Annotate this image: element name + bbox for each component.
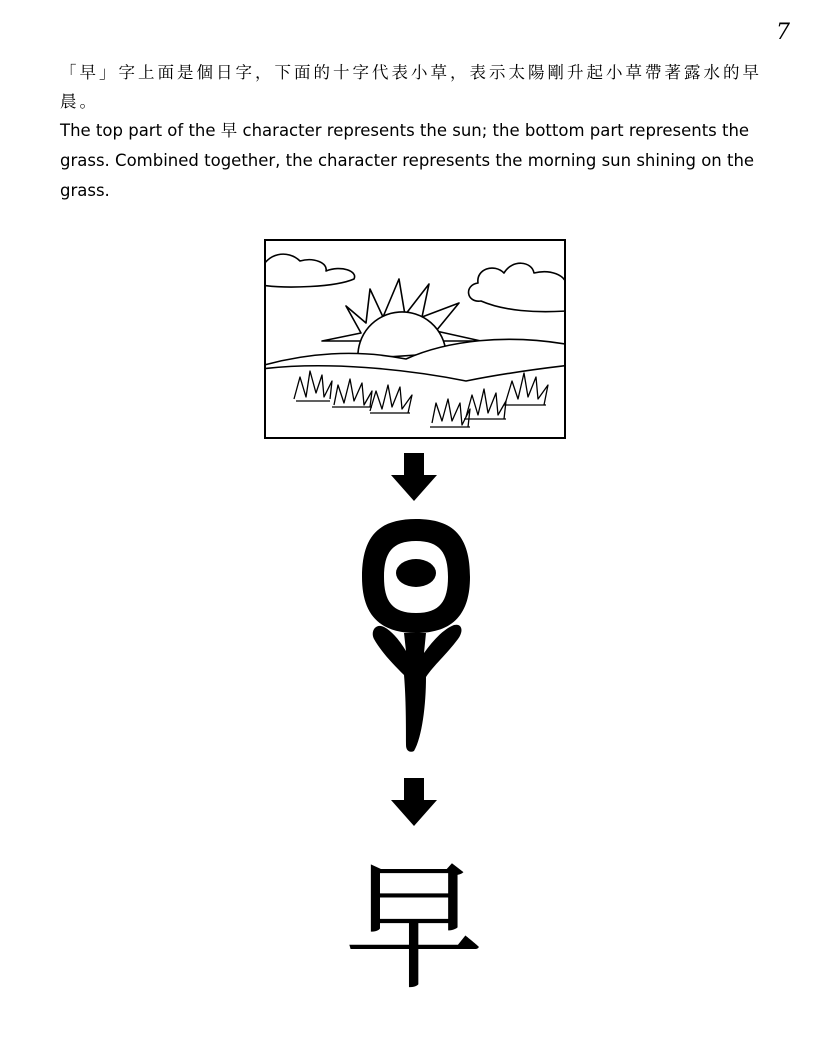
sunrise-scene	[264, 239, 566, 439]
page-number: 7	[776, 20, 790, 45]
english-description: The top part of the 早 character represents the sun; the bottom part represents the grass. Combined together, the character represents the morning sun shining on the grass.	[60, 121, 755, 200]
chinese-description: 「早」字上面是個日字，下面的十字代表小草，表示太陽剛升起小草帶著露水的早晨。	[60, 63, 762, 111]
down-arrow-icon	[391, 453, 437, 501]
description-text	[60, 58, 795, 206]
left-cloud	[266, 254, 355, 287]
down-arrow-icon	[391, 778, 437, 826]
right-cloud	[469, 263, 564, 311]
ancient-zao-glyph-icon	[360, 515, 472, 755]
modern-zao-character	[344, 848, 484, 998]
sunrise-over-grass-icon	[266, 241, 564, 437]
modern-character-text: 早	[344, 848, 484, 998]
